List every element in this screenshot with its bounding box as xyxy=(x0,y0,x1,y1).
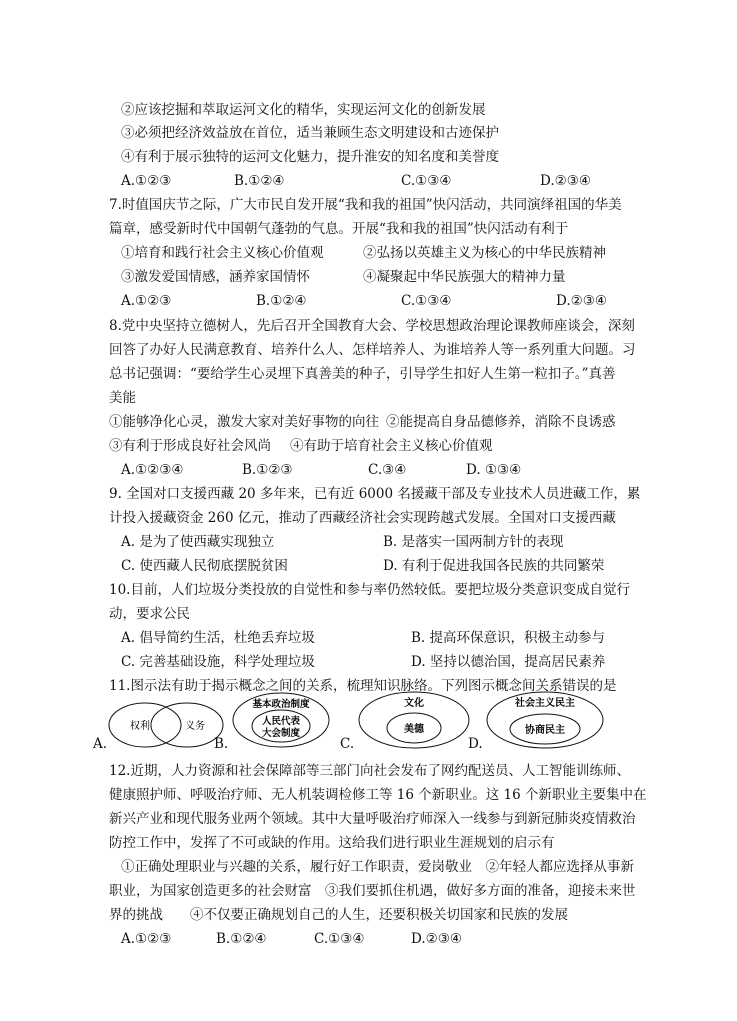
q6-option-b: B.①②④ xyxy=(234,173,285,189)
q11-diagram-c xyxy=(359,692,469,748)
q9-option-c: C. 使西藏人民彻底摆脱贫困 xyxy=(121,558,288,574)
q8-stem-line-3: 总书记强调：“要给学生心灵埋下真善美的种子，引导学生扣好人生第一粒扣子。”真善 xyxy=(109,366,616,382)
q7-option-b: B.①②④ xyxy=(256,293,307,309)
q8-statement-2: ②能提高自身品德修养，消除不良诱惑 xyxy=(386,414,616,430)
q8-stem-line-2: 回答了办好人民满意教育、培养什么人、怎样培养人、为谁培养人等一系列重大问题。习 xyxy=(109,342,636,358)
diagram-c-outer-label: 文化 xyxy=(404,698,424,709)
q6-option-a: A.①②③ xyxy=(121,173,172,189)
diagram-a-left-label: 权利 xyxy=(130,721,150,732)
q8-option-b: B.①②③ xyxy=(242,462,293,478)
q11-stem-line-1: 11.图示法有助于揭示概念之间的关系，梳理知识脉络。下列图示概念间关系错误的是 xyxy=(109,678,617,694)
q11-diagram-d xyxy=(487,692,603,748)
q7-stem-line-2: 篇章，感受新时代中国朝气蓬勃的气息。开展“我和我的祖国”快闪活动有利于 xyxy=(109,221,569,237)
q10-option-d: D. 坚持以德治国，提高居民素养 xyxy=(411,654,606,670)
q11-option-a-letter: A. xyxy=(93,736,108,752)
q12-stem-line-3: 新兴产业和现代服务业两个领域。其中大量呼吸治疗师深入一线参与到新冠肺炎疫情救治 xyxy=(109,811,636,827)
q8-statement-3: ③有利于形成良好社会风尚 xyxy=(109,438,271,454)
q11-diagram-b xyxy=(233,693,329,747)
diagram-a-right-label: 义务 xyxy=(185,721,205,732)
q7-statement-1: ①培育和践行社会主义核心价值观 xyxy=(121,245,324,261)
q7-statement-3: ③激发爱国情感，涵养家国情怀 xyxy=(121,269,310,285)
q7-option-a: A.①②③ xyxy=(121,293,172,309)
q11-option-d-letter: D. xyxy=(468,736,483,752)
q9-option-b: B. 是落实一国两制方针的表现 xyxy=(383,534,564,550)
q11-option-b-letter: B. xyxy=(214,736,229,752)
q12-option-b: B.①②④ xyxy=(216,931,267,947)
q12-stem-line-1: 12.近期，人力资源和社会保障部等三部门向社会发布了网约配送员、人工智能训练师、 xyxy=(109,763,630,779)
q8-option-a: A.①②③④ xyxy=(121,462,184,478)
q10-stem-line-1: 10.目前，人们垃圾分类投放的自觉性和参与率仍然较低。要把垃圾分类意识变成自觉行 xyxy=(109,582,630,598)
q6-statement-2: ②应该挖掘和萃取运河文化的精华，实现运河文化的创新发展 xyxy=(121,102,486,118)
q9-stem-line-2: 计投入援藏资金 260 亿元，推动了西藏经济社会实现跨越式发展。全国对口支援西藏 xyxy=(109,510,616,526)
q11-option-c-letter: C. xyxy=(340,736,355,752)
q8-stem-line-1: 8.党中央坚持立德树人，先后召开全国教育大会、学校思想政治理论课教师座谈会，深刻 xyxy=(109,318,635,334)
q12-statement-line-2: 职业，为国家创造更多的社会财富 ③我们要抓住机遇，做好多方面的准备，迎接未来世 xyxy=(109,883,636,899)
q12-option-d: D.②③④ xyxy=(411,931,462,947)
diagram-b-inner-label-1: 人民代表 xyxy=(261,716,301,727)
q12-statement-line-3: 界的挑战 ④不仅要正确规划自己的人生，还要积极关切国家和民族的发展 xyxy=(109,907,568,923)
diagram-c-inner-label: 美德 xyxy=(404,724,424,735)
q7-option-c: C.①③④ xyxy=(401,293,452,309)
q7-stem-line-1: 7.时值国庆节之际，广大市民自发开展“我和我的祖国”快闪活动，共同演绎祖国的华美 xyxy=(109,197,622,213)
q12-option-a: A.①②③ xyxy=(121,931,172,947)
q12-stem-line-4: 防控工作中，发挥了不可或缺的作用。这给我们进行职业生涯规划的启示有 xyxy=(109,835,555,851)
diagram-d-inner-label: 协商民主 xyxy=(525,725,565,736)
q9-option-a: A. 是为了使西藏实现独立 xyxy=(121,534,275,550)
q7-option-d: D.②③④ xyxy=(556,293,607,309)
q9-option-d: D. 有利于促进我国各民族的共同繁荣 xyxy=(383,558,605,574)
q6-statement-4: ④有利于展示独特的运河文化魅力，提升淮安的知名度和美誉度 xyxy=(121,149,499,165)
q8-statement-4: ④有助于培育社会主义核心价值观 xyxy=(290,438,493,454)
q11-diagrams xyxy=(0,690,737,760)
q8-statement-1: ①能够净化心灵，激发大家对美好事物的向往 xyxy=(109,414,379,430)
q10-option-c: C. 完善基础设施，科学处理垃圾 xyxy=(121,654,315,670)
diagram-b-outer-label: 基本政治制度 xyxy=(252,699,310,710)
q8-option-d: D. ①③④ xyxy=(466,462,522,478)
q8-stem-line-4: 美能 xyxy=(109,390,136,406)
q12-statement-line-1: ①正确处理职业与兴趣的关系，履行好工作职责，爱岗敬业 ②年轻人都应选择从事新 xyxy=(121,859,634,875)
q12-option-c: C.①③④ xyxy=(314,931,365,947)
q11-diagram-a xyxy=(109,703,223,747)
q12-stem-line-2: 健康照护师、呼吸治疗师、无人机装调检修工等 16 个新职业。这 16 个新职业主要集中在 xyxy=(109,787,647,803)
q10-option-a: A. 倡导简约生活，杜绝丢弃垃圾 xyxy=(121,630,315,646)
q7-statement-4: ④凝聚起中华民族强大的精神力量 xyxy=(363,269,566,285)
diagram-d-outer-label: 社会主义民主 xyxy=(515,698,575,709)
q6-option-c: C.①③④ xyxy=(401,173,452,189)
q6-statement-3: ③必须把经济效益放在首位，适当兼顾生态文明建设和古迹保护 xyxy=(121,125,499,141)
q10-stem-line-2: 动，要求公民 xyxy=(109,606,190,622)
q6-option-d: D.②③④ xyxy=(540,173,591,189)
diagram-b-inner-label-2: 大会制度 xyxy=(261,728,301,739)
q10-option-b: B. 提高环保意识，积极主动参与 xyxy=(411,630,606,646)
q9-stem-line-1: 9. 全国对口支援西藏 20 多年来，已有近 6000 名援藏干部及专业技术人员进藏工作，累 xyxy=(109,486,641,502)
q7-statement-2: ②弘扬以英雄主义为核心的中华民族精神 xyxy=(363,245,606,261)
q8-option-c: C.③④ xyxy=(368,462,407,478)
